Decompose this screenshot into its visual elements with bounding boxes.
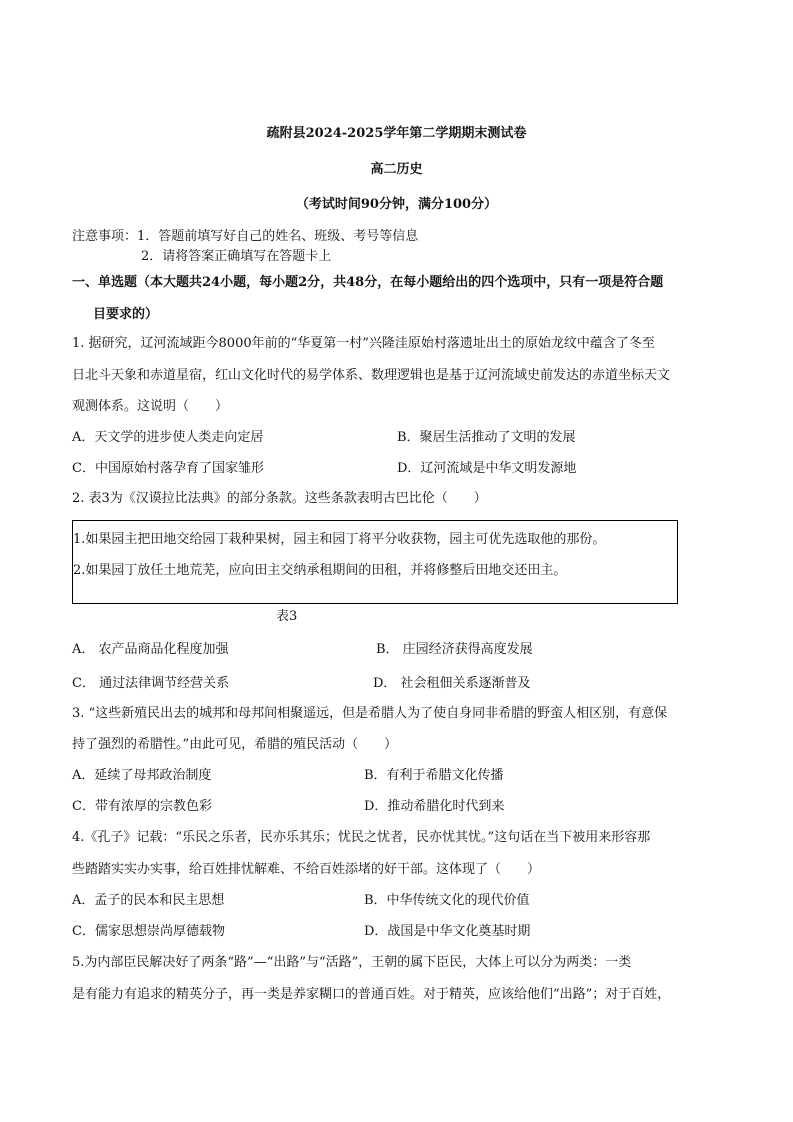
section-1-heading-cont: 目要求的） — [93, 307, 159, 322]
question-1-option-b: B．聚居生活推动了文明的发展 — [397, 430, 576, 445]
question-1-option-d: D．辽河流域是中华文明发源地 — [397, 461, 577, 476]
question-4-line-2: 些踏踏实实办实事，给百姓排忧解难、不给百姓添堵的好干部。这体现了（ ） — [72, 862, 541, 877]
question-4-option-b: B．中华传统文化的现代价值 — [364, 893, 530, 908]
question-3-option-d: D．推动希腊化时代到来 — [364, 799, 505, 814]
exam-title: 疏附县2024-2025学年第二学期期末测试卷 — [266, 126, 527, 141]
question-3-line-1: 3. “这些新殖民出去的城邦和母邦间相聚遥远，但是希腊人为了使自身同非希腊的野蛮人相区别，有意保 — [72, 706, 668, 721]
question-4-line-1: 4.《孔子》记载：“乐民之乐者，民亦乐其乐；忧民之忧者，民亦忧其忧。”这句话在当下被用来形容那 — [72, 830, 651, 845]
question-3-line-2: 持了强烈的希腊性。”由此可见，希腊的殖民活动（ ） — [72, 737, 398, 752]
question-5-line-2: 是有能力有追求的精英分子，再一类是养家糊口的普通百姓。对于精英，应该给他们“出路”；对于百姓， — [72, 987, 671, 1002]
notice-line-1: 注意事项：1．答题前填写好自己的姓名、班级、考号等信息 — [72, 229, 419, 244]
section-1-heading: 一、单选题（本大题共24小题，每小题2分，共48分，在每小题给出的四个选项中，只有一项是符合题 — [72, 275, 664, 290]
question-3-option-c: C．带有浓厚的宗教色彩 — [72, 799, 212, 814]
notice-line-2: 2．请将答案正确填写在答题卡上 — [141, 249, 332, 264]
question-3-option-a: A．延续了母邦政治制度 — [72, 768, 212, 783]
question-1-option-c: C．中国原始村落孕育了国家雏形 — [72, 461, 264, 476]
question-3-option-b: B．有利于希腊文化传播 — [364, 768, 504, 783]
question-5-line-1: 5.为内部臣民解决好了两条“路”—“出路”与“活路”，王朝的属下臣民，大体上可以分为两类：一类 — [72, 955, 632, 970]
question-2-stem: 2. 表3为《汉谟拉比法典》的部分条款。这些条款表明古巴比伦（ ） — [72, 491, 487, 506]
question-4-option-a: A．孟子的民本和民主思想 — [72, 893, 225, 908]
question-1-line-2: 日北斗天象和赤道星宿，红山文化时代的易学体系、数理逻辑也是基于辽河流域史前发达的赤道坐标天文 — [72, 368, 671, 383]
question-1-line-3: 观测体系。这说明（ ） — [72, 399, 229, 414]
question-2-option-c: C． 通过法律调节经营关系 — [72, 676, 230, 691]
question-2-option-d: D． 社会租佃关系逐渐普及 — [373, 676, 531, 691]
table-caption: 表3 — [276, 609, 298, 624]
question-1-option-a: A．天文学的进步使人类走向定居 — [72, 430, 264, 445]
question-4-option-c: C．儒家思想崇尚厚德载物 — [72, 924, 225, 939]
subject-title: 高二历史 — [370, 162, 423, 177]
question-4-option-d: D．战国是中华文化奠基时期 — [364, 924, 531, 939]
law-table-row-1: 1.如果园主把田地交给园丁栽种果树，园主和园丁将平分收获物，园主可优先选取他的那份。 — [73, 532, 606, 547]
question-2-option-a: A． 农产品商品化程度加强 — [72, 642, 229, 657]
exam-info: （考试时间90分钟，满分100分） — [295, 197, 498, 212]
question-1-line-1: 1. 据研究，辽河流域距今8000年前的“华夏第一村”兴隆洼原始村落遗址出土的原始龙纹中蕴含了冬至 — [72, 336, 655, 351]
law-table-row-2: 2.如果园丁放任土地荒芜，应向田主交纳承租期间的田租，并将修整后田地交还田主。 — [73, 563, 567, 578]
question-2-option-b: B． 庄园经济获得高度发展 — [376, 642, 533, 657]
law-table — [72, 520, 678, 604]
